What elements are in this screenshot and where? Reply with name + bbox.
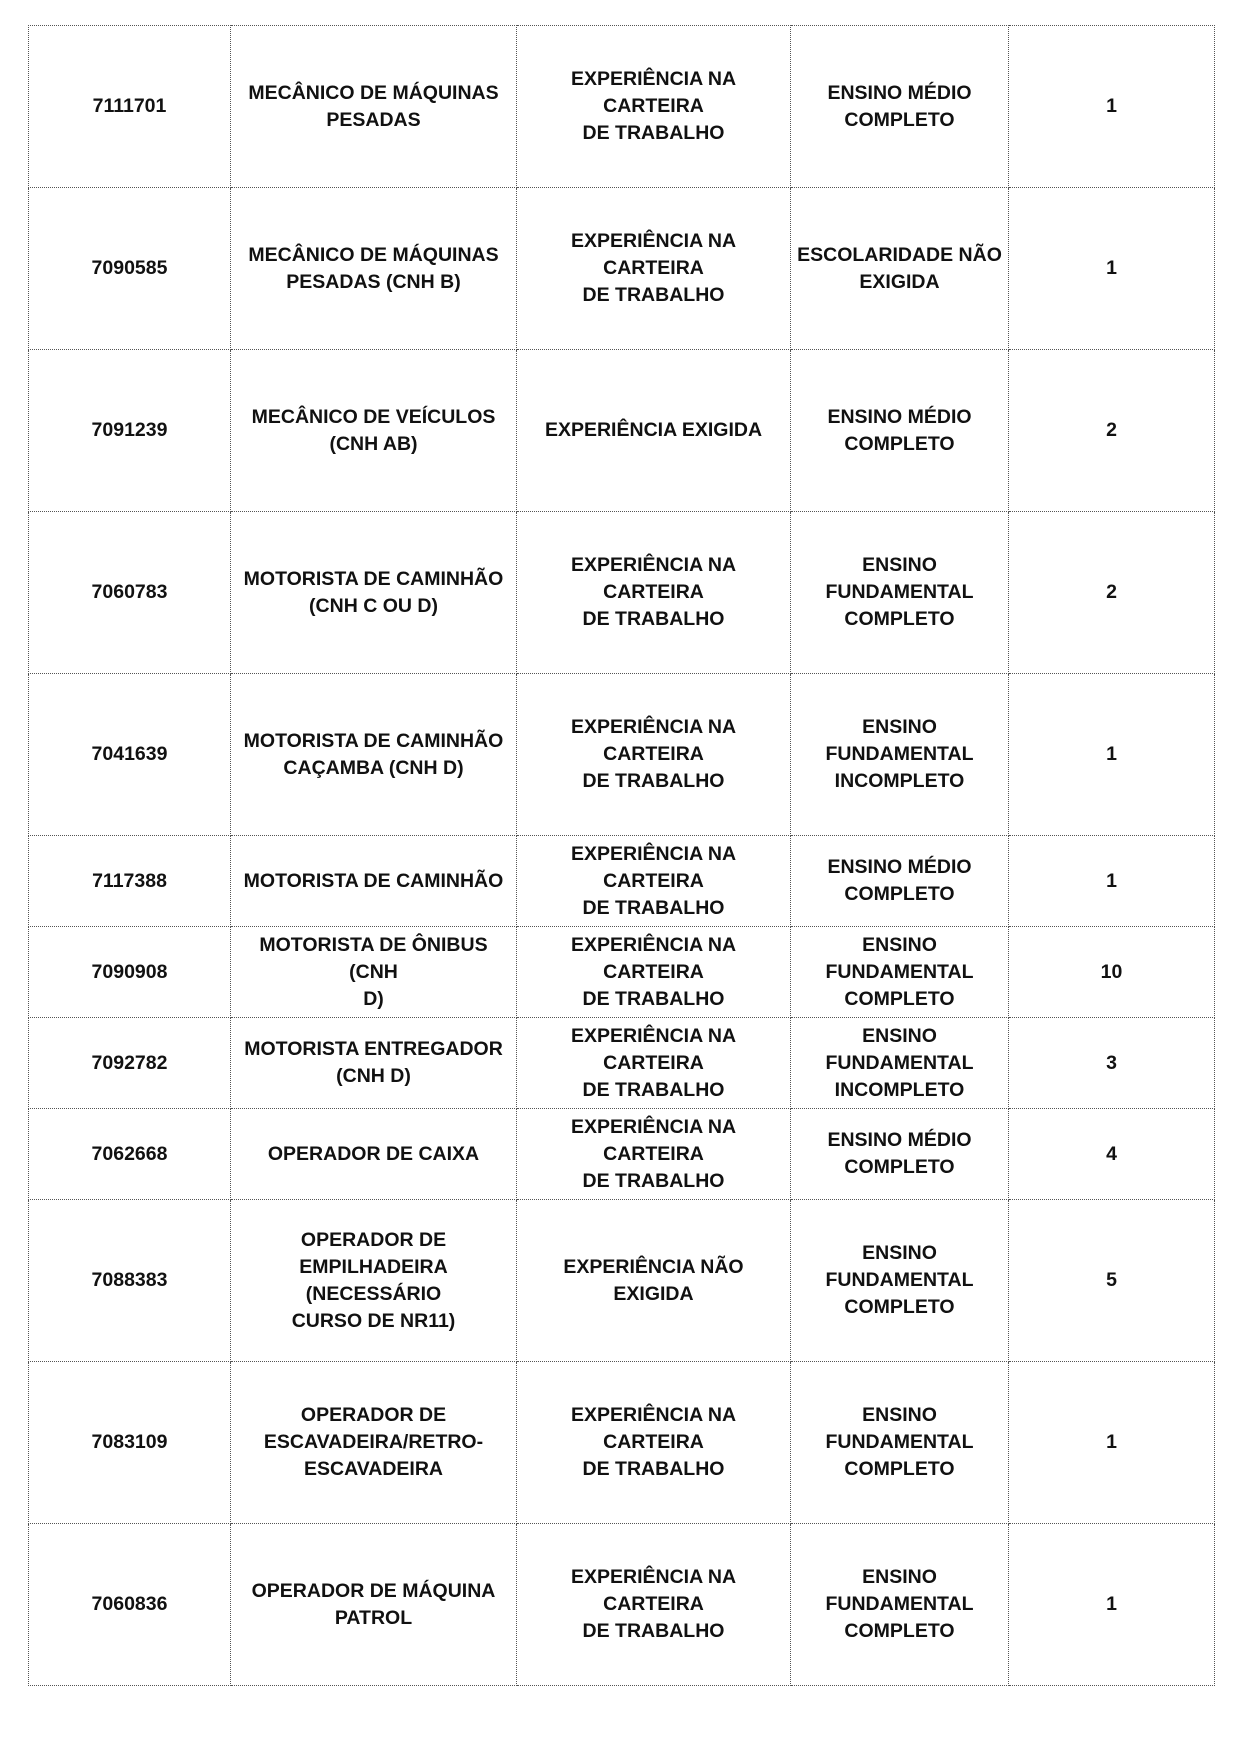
job-title-cell-line: (CNH AB) [329,432,418,455]
experience-cell-line: DE TRABALHO [582,1620,725,1642]
experience-cell-line: DE TRABALHO [582,608,725,630]
job-title-cell-line: OPERADOR DE [300,1228,447,1251]
job-title-cell [231,350,517,512]
education-cell-line: ENSINO [862,1024,937,1047]
experience-cell [517,836,791,927]
job-title-cell-line: OPERADOR DE CAIXA [267,1142,480,1165]
education-cell-line: COMPLETO [844,1620,955,1642]
job-code-cell: 7060783 [29,512,231,674]
job-title-cell [231,836,517,927]
experience-cell-line: DE TRABALHO [582,284,725,306]
job-title-cell-line: MOTORISTA DE CAMINHÃO [243,869,504,892]
vacancies-cell: 2 [1009,350,1215,512]
education-cell-line: FUNDAMENTAL [825,581,974,603]
job-code-cell: 7090585 [29,188,231,350]
table-row [29,512,1215,674]
job-title-cell [231,512,517,674]
education-cell-line: COMPLETO [844,987,955,1010]
experience-cell [517,512,791,674]
experience-cell-line: EXPERIÊNCIA NA CARTEIRA [570,933,737,983]
table-row [29,1109,1215,1200]
experience-cell-line: EXPERIÊNCIA NA CARTEIRA [570,554,737,603]
table-row [29,1362,1215,1524]
table-row [29,1200,1215,1362]
education-cell-line: ENSINO [862,554,937,576]
vacancies-cell: 1 [1009,1524,1215,1686]
education-cell-line: FUNDAMENTAL [825,1269,974,1291]
vacancies-cell: 3 [1009,1018,1215,1109]
job-title-cell-line: EMPILHADEIRA (NECESSÁRIO [299,1255,448,1305]
job-title-cell [231,674,517,836]
job-code-cell: 7111701 [29,26,231,188]
education-cell-line: INCOMPLETO [834,770,965,792]
education-cell-line: ESCOLARIDADE NÃO [797,243,1002,266]
education-cell-line: FUNDAMENTAL [825,1593,974,1615]
education-cell [791,1200,1009,1362]
job-title-cell-line: MOTORISTA DE ÔNIBUS (CNH [259,933,488,983]
experience-cell [517,1018,791,1109]
vacancies-cell: 1 [1009,674,1215,836]
job-code-cell: 7060836 [29,1524,231,1686]
table-row [29,188,1215,350]
job-title-cell [231,26,517,188]
education-cell-line: ENSINO [862,1404,937,1426]
experience-cell-line: EXPERIÊNCIA NA CARTEIRA [570,1404,737,1453]
job-title-cell-line: MOTORISTA DE CAMINHÃO [243,567,504,590]
experience-cell-line: DE TRABALHO [582,770,725,792]
education-cell [791,836,1009,927]
table-row [29,26,1215,188]
document-page [28,25,1214,1686]
education-cell [791,1362,1009,1524]
table-row [29,836,1215,927]
education-cell [791,350,1009,512]
experience-cell-line: DE TRABALHO [582,987,725,1010]
job-title-cell [231,1524,517,1686]
job-title-cell-line: MOTORISTA ENTREGADOR [244,1038,503,1060]
education-cell-line: FUNDAMENTAL [825,1431,974,1453]
experience-cell [517,188,791,350]
education-cell-line: COMPLETO [844,608,955,630]
experience-cell [517,26,791,188]
education-cell-line: ENSINO MÉDIO [827,405,972,428]
job-title-cell-line: MECÂNICO DE MÁQUINAS [248,243,499,266]
education-cell-line: COMPLETO [844,1458,955,1480]
job-title-cell-line: (CNH C OU D) [309,594,438,617]
education-cell [791,927,1009,1018]
experience-cell [517,1200,791,1362]
job-title-cell [231,927,517,1018]
education-cell-line: ENSINO MÉDIO [827,856,972,878]
education-cell [791,1109,1009,1200]
education-cell-line: ENSINO MÉDIO [827,1129,972,1151]
education-cell-line: ENSINO MÉDIO [827,81,972,104]
job-title-cell [231,1109,517,1200]
job-code-cell: 7091239 [29,350,231,512]
job-title-cell-line: CURSO DE NR11) [291,1309,456,1332]
experience-cell [517,674,791,836]
job-title-cell-line: CAÇAMBA (CNH D) [283,756,464,779]
table-body [29,26,1215,1686]
job-code-cell: 7088383 [29,1200,231,1362]
experience-cell-line: EXPERIÊNCIA NÃO EXIGIDA [563,1255,744,1305]
experience-cell [517,927,791,1018]
education-cell [791,1018,1009,1109]
job-title-cell-line: OPERADOR DE MÁQUINA [251,1579,496,1602]
table-row [29,1018,1215,1109]
job-code-cell: 7117388 [29,836,231,927]
education-cell-line: EXIGIDA [859,270,940,293]
experience-cell-line: DE TRABALHO [582,1078,725,1101]
job-code-cell: 7041639 [29,674,231,836]
experience-cell-line: EXPERIÊNCIA EXIGIDA [544,419,763,441]
job-code-cell: 7090908 [29,927,231,1018]
experience-cell-line: EXPERIÊNCIA NA CARTEIRA [570,1115,737,1165]
job-title-cell-line: MECÂNICO DE MÁQUINAS [248,81,499,104]
table-row [29,1524,1215,1686]
education-cell [791,1524,1009,1686]
job-title-cell-line: PATROL [334,1606,413,1629]
experience-cell-line: EXPERIÊNCIA NA CARTEIRA [570,716,737,765]
experience-cell-line: EXPERIÊNCIA NA CARTEIRA [570,1024,737,1074]
job-vacancies-table [28,25,1215,1686]
job-code-cell: 7083109 [29,1362,231,1524]
education-cell [791,512,1009,674]
experience-cell-line: EXPERIÊNCIA NA CARTEIRA [570,68,737,117]
education-cell-line: COMPLETO [844,1156,955,1178]
education-cell-line: FUNDAMENTAL [825,1051,974,1074]
education-cell-line: ENSINO [862,933,937,956]
experience-cell-line: EXPERIÊNCIA NA CARTEIRA [570,1566,737,1615]
vacancies-cell: 1 [1009,26,1215,188]
education-cell-line: COMPLETO [844,883,955,905]
education-cell [791,188,1009,350]
vacancies-cell: 1 [1009,836,1215,927]
experience-cell-line: EXPERIÊNCIA NA CARTEIRA [570,230,737,279]
vacancies-cell: 1 [1009,188,1215,350]
job-title-cell-line: (CNH D) [336,1065,411,1087]
education-cell-line: FUNDAMENTAL [825,743,974,765]
vacancies-cell: 10 [1009,927,1215,1018]
experience-cell-line: DE TRABALHO [582,122,725,144]
experience-cell [517,350,791,512]
job-code-cell: 7062668 [29,1109,231,1200]
job-title-cell-line: ESCAVADEIRA [303,1458,444,1480]
education-cell-line: FUNDAMENTAL [825,960,974,983]
education-cell-line: COMPLETO [844,432,955,455]
vacancies-cell: 4 [1009,1109,1215,1200]
education-cell [791,26,1009,188]
job-code-cell: 7092782 [29,1018,231,1109]
vacancies-cell: 1 [1009,1362,1215,1524]
education-cell-line: ENSINO [862,716,937,738]
job-title-cell [231,1018,517,1109]
job-title-cell [231,1200,517,1362]
job-title-cell-line: PESADAS (CNH B) [286,270,461,293]
job-title-cell-line: PESADAS [326,108,421,131]
job-title-cell-line: MECÂNICO DE VEÍCULOS [251,405,496,428]
vacancies-cell: 2 [1009,512,1215,674]
experience-cell [517,1109,791,1200]
education-cell-line: COMPLETO [844,1296,955,1318]
education-cell [791,674,1009,836]
job-title-cell-line: D) [363,987,384,1010]
education-cell-line: INCOMPLETO [834,1078,965,1101]
education-cell-line: COMPLETO [844,108,955,131]
table-row [29,674,1215,836]
job-title-cell-line: ESCAVADEIRA/RETRO- [263,1431,484,1453]
experience-cell [517,1362,791,1524]
table-row [29,350,1215,512]
job-title-cell [231,1362,517,1524]
table-row [29,927,1215,1018]
experience-cell-line: EXPERIÊNCIA NA CARTEIRA [570,842,737,892]
job-title-cell [231,188,517,350]
vacancies-cell: 5 [1009,1200,1215,1362]
experience-cell-line: DE TRABALHO [582,896,725,919]
job-title-cell-line: MOTORISTA DE CAMINHÃO [243,729,504,752]
education-cell-line: ENSINO [862,1566,937,1588]
experience-cell [517,1524,791,1686]
job-title-cell-line: OPERADOR DE [300,1404,447,1426]
experience-cell-line: DE TRABALHO [582,1169,725,1192]
education-cell-line: ENSINO [862,1242,937,1264]
experience-cell-line: DE TRABALHO [582,1458,725,1480]
